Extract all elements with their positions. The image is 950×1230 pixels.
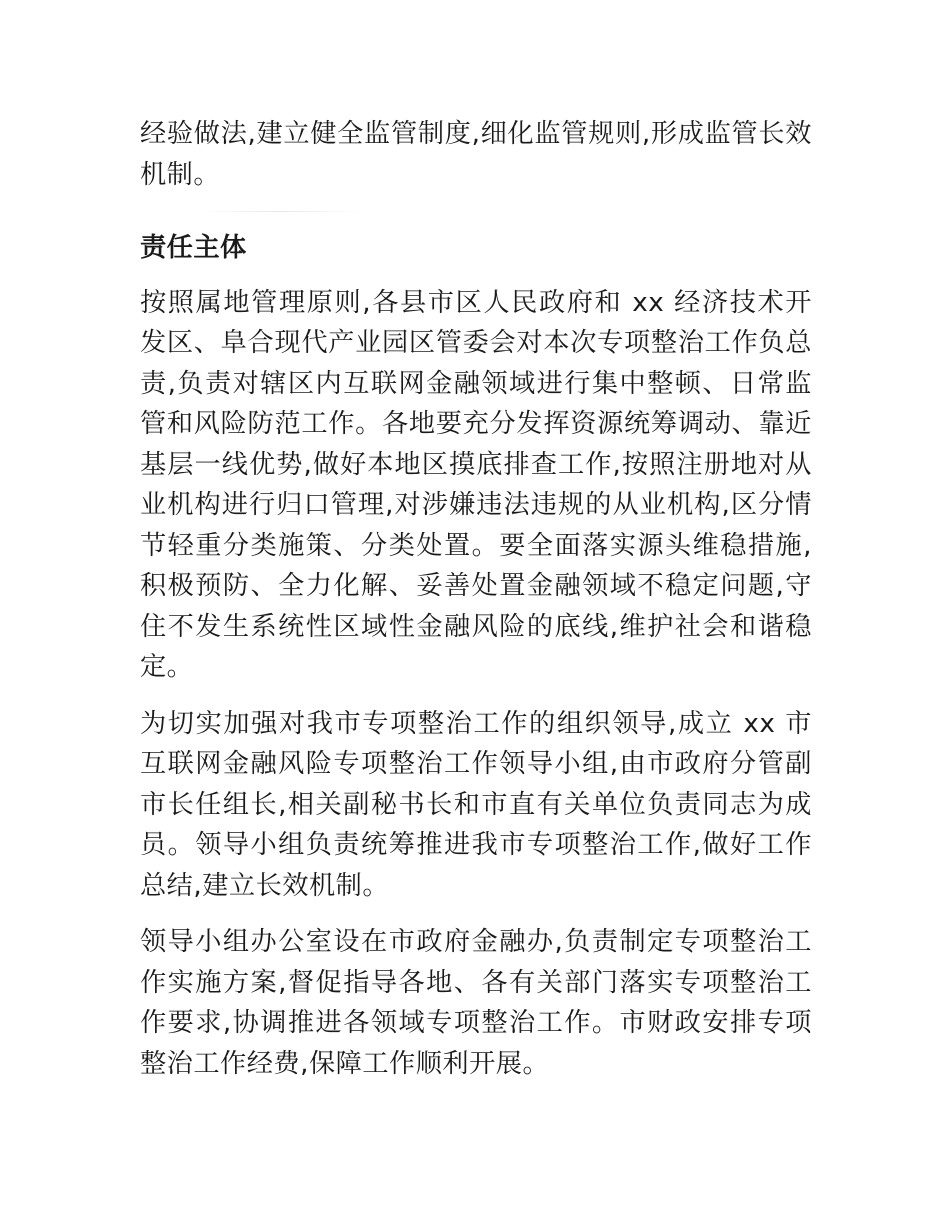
document-page bbox=[140, 114, 812, 1084]
faint-divider bbox=[200, 211, 360, 212]
paragraph-leading-group: 为切实加强对我市专项整治工作的组织领导,成立 xx 市互联网金融风险专项整治工作领导小组,由市政府分管副市长任组长,相关副秘书长和市直有关单位负责同志为成员。领导小组负责统筹推进我市专项整治工作,做好工作总结,建立长效机制。 bbox=[140, 708, 812, 901]
intro-paragraph: 经验做法,建立健全监管制度,细化监管规则,形成监管长效机制。 bbox=[140, 119, 812, 190]
paragraph-office: 领导小组办公室设在市政府金融办,负责制定专项整治工作实施方案,督促指导各地、各有关部门落实专项整治工作要求,协调推进各领域专项整治工作。市财政安排专项整治工作经费,保障工作顺利开展。 bbox=[140, 927, 812, 1079]
paragraph-responsibility: 按照属地管理原则,各县市区人民政府和 xx 经济技术开发区、阜合现代产业园区管委会对本次专项整治工作负总责,负责对辖区内互联网金融领域进行集中整顿、日常监管和风险防范工作。各地要充分发挥资源统筹调动、靠近基层一线优势,做好本地区摸底排查工作,按照注册地对从业机构进行归口管理,对涉嫌违法违规的从业机构,区分情节轻重分类施策、分类处置。要全面落实源头维稳措施,积极预防、全力化解、妥善处置金融领域不稳定问题,守住不发生系统性区域性金融风险的底线,维护社会和谐稳定。 bbox=[140, 287, 812, 682]
section-heading: 责任主体 bbox=[140, 233, 247, 263]
